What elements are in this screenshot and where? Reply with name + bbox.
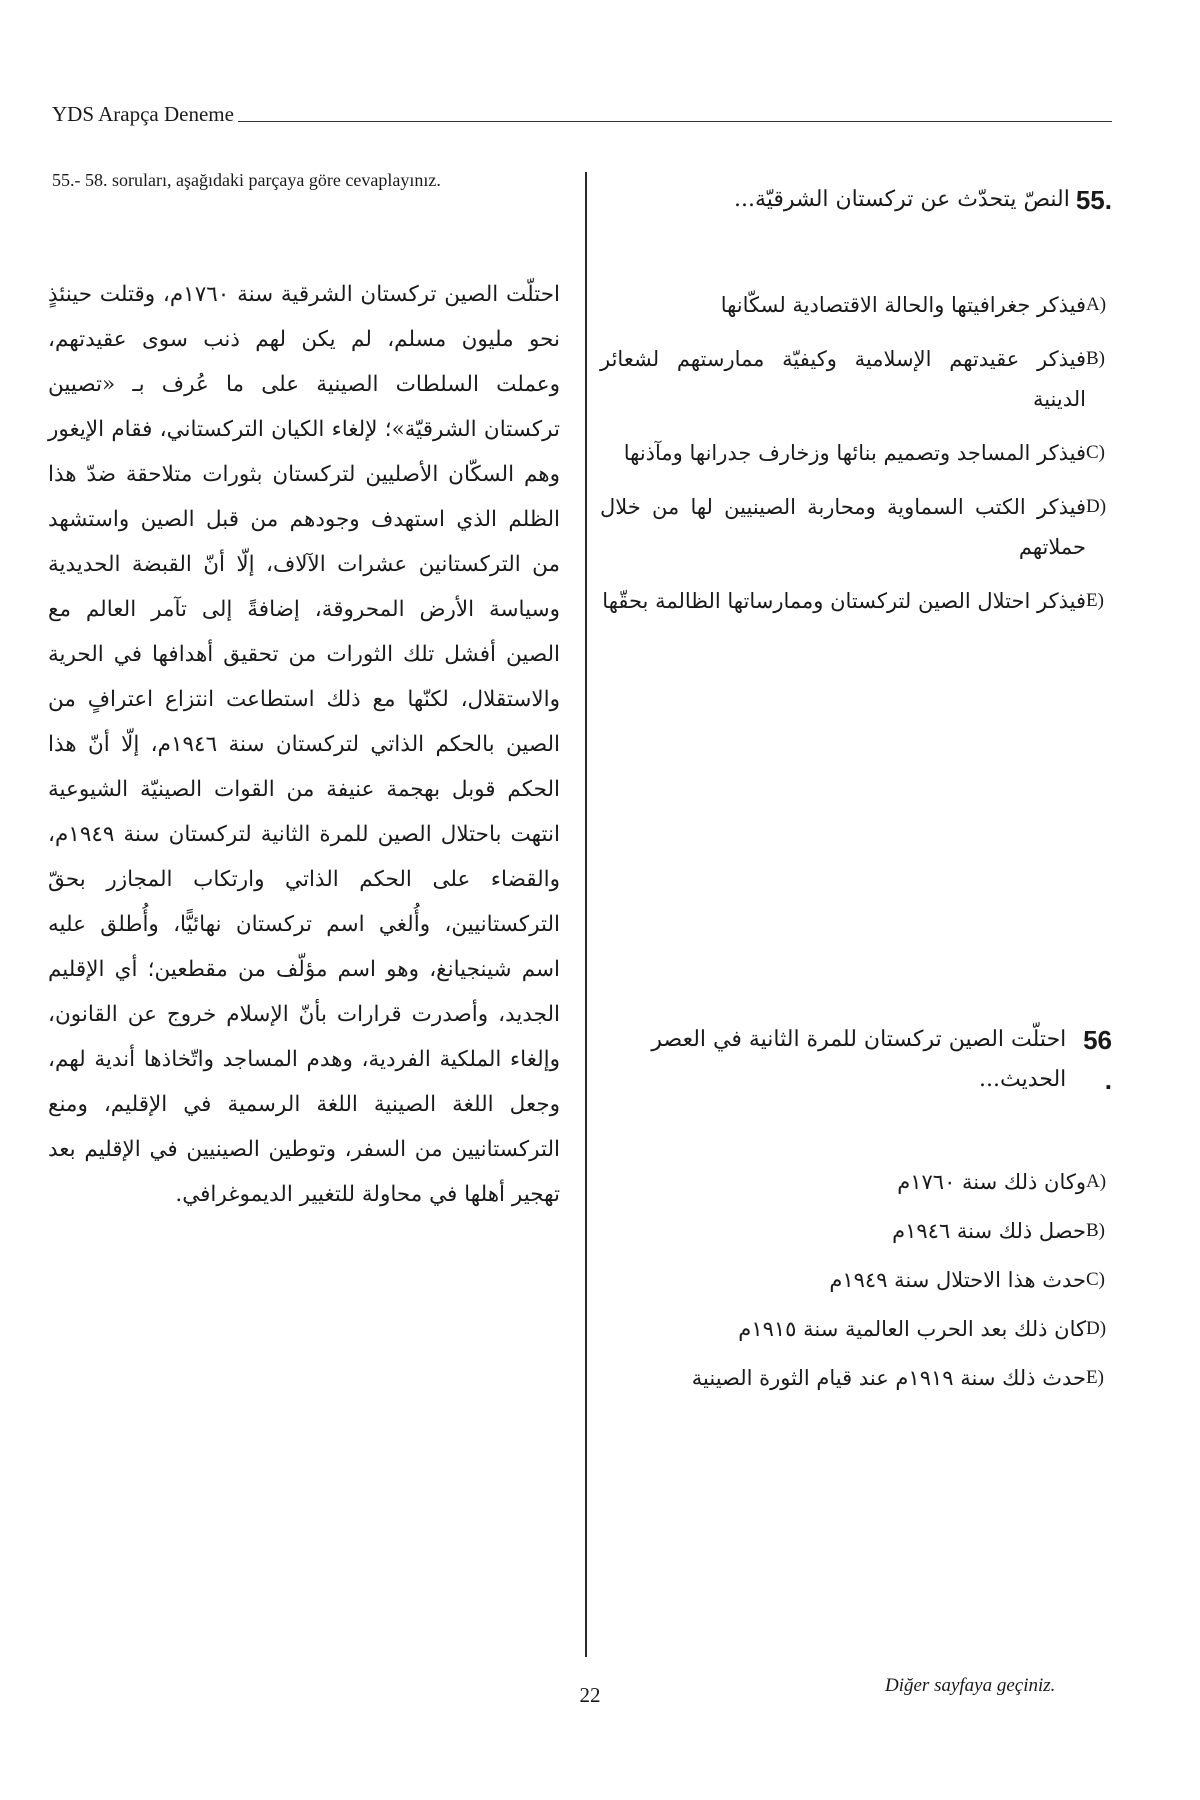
option-text: وكان ذلك سنة ١٧٦٠م [897,1170,1086,1194]
option-letter: B) [1086,1220,1105,1241]
question-stem: احتلّت الصين تركستان للمرة الثانية في العصر الحديث... [651,1027,1067,1092]
option-letter: E) [1086,590,1104,611]
option-a[interactable] [600,1162,1112,1202]
option-a[interactable] [600,285,1112,325]
header-title: YDS Arapça Deneme [52,102,234,126]
option-e[interactable] [600,581,1112,621]
question-55 [600,180,1112,220]
option-c[interactable] [600,433,1112,473]
header-rule [238,121,1112,122]
option-letter: A) [1086,1171,1107,1192]
question-56-options [600,1162,1112,1407]
column-divider [585,172,587,1657]
option-text: فيذكر جغرافيتها والحالة الاقتصادية لسكّانها [720,293,1086,317]
option-text: فيذكر المساجد وتصميم بنائها وزخارف جدرانها ومآذنها [623,441,1086,465]
page-header [52,102,1112,127]
option-letter: E) [1086,1367,1104,1388]
option-text: فيذكر الكتب السماوية ومحاربة الصينيين لها من خلال حملاتهم [600,495,1086,559]
option-letter: D) [1086,1318,1107,1339]
page-number: 22 [579,1683,601,1707]
reading-passage: احتلّت الصين تركستان الشرقية سنة ١٧٦٠م، وقتلت حينئذٍ نحو مليون مسلم، لم يكن لهم ذنب سوى عقيدتهم، وعملت السلطات الصينية على ما عُرف بـ «تصيين تركستان الشرقيّة»؛ لإلغاء الكيان التركستاني، فقام الإيغور وهم السكّان الأصليين لتركستان بثورات متلاحقة ضدّ هذا الظلم الذي استهدف وجودهم من قبل الصين واستشهد من التركستانين عشرات الآلاف، إلّا أنّ القبضة الحديدية وسياسة الأرض المحروقة، إضافةً إلى تآمر العالم مع الصين أفشل تلك الثورات من تحقيق أهدافها في الحرية والاستقلال، لكنّها مع ذلك استطاعت انتزاع اعترافٍ من الصين بالحكم الذاتي لتركستان سنة ١٩٤٦م، إلّا أنّ هذا الحكم قوبل بهجمة عنيفة من القوات الصينيّة الشيوعية انتهت باحتلال الصين للمرة الثانية لتركستان سنة ١٩٤٩م، والقضاء على الحكم الذاتي وارتكاب المجازر بحقّ التركستانيين، وأُلغي اسم تركستان نهائيًّا، وأُطلق عليه اسم شينجيانغ، وهو اسم مؤلّف من مقطعين؛ أي الإقليم الجديد، وأصدرت قرارات بأنّ الإسلام خروج عن القانون، وإلغاء الملكية الفردية، وهدم المساجد واتّخاذها أندية لهم، وجعل اللغة الصينية اللغة الرسمية في الإقليم، ومنع التركستانيين من السفر، وتوطين الصينيين في الإقليم بعد تهجير أهلها في محاولة للتغيير الديموغرافي. [48,282,560,1207]
question-number: 55. [1075,185,1112,215]
question-stem: النصّ يتحدّث عن تركستان الشرقيّة... [734,187,1070,212]
option-text: كان ذلك بعد الحرب العالمية سنة ١٩١٥م [738,1317,1086,1341]
option-text: فيذكر احتلال الصين لتركستان وممارساتها الظالمة بحقّها [602,589,1086,613]
question-55-options [600,285,1112,635]
question-56 [600,1020,1112,1100]
option-b[interactable] [600,339,1112,419]
option-letter: B) [1086,348,1105,369]
option-text: حدث هذا الاحتلال سنة ١٩٤٩م [829,1268,1086,1292]
option-c[interactable] [600,1260,1112,1300]
option-letter: C) [1086,1269,1105,1290]
instruction-text: 55.- 58. soruları, aşağıdaki parçaya göre cevaplayınız. [52,170,441,190]
question-number: 56 . [1083,1025,1112,1095]
option-letter: A) [1086,294,1107,315]
option-b[interactable] [600,1211,1112,1251]
option-text: فيذكر عقيدتهم الإسلامية وكيفيّة ممارستهم لشعائر الدينية [600,347,1086,411]
continue-note: Diğer sayfaya geçiniz. [885,1675,1056,1696]
option-text: حدث ذلك سنة ١٩١٩م عند قيام الثورة الصينية [691,1366,1086,1390]
option-d[interactable] [600,1309,1112,1349]
option-text: حصل ذلك سنة ١٩٤٦م [892,1219,1086,1243]
option-e[interactable] [600,1358,1112,1398]
option-letter: C) [1086,442,1105,463]
option-letter: D) [1086,496,1107,517]
option-d[interactable] [600,487,1112,567]
